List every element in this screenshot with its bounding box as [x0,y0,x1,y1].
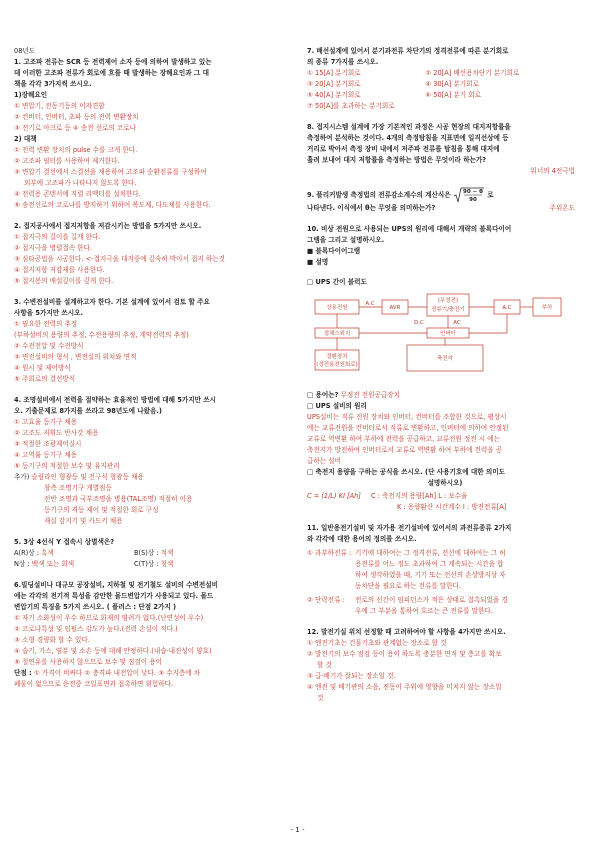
question-12 [307,627,583,704]
q11-line: 와 각각에 대한 용어의 정의를 쓰시오. [307,535,417,543]
phase-a-color: 흑색 [41,549,54,557]
ups-principle-label: □ UPS 설비의 원리 [307,402,367,410]
q1-measure: 외부에 고조파가 나타나지 않도록 한다. [24,179,137,187]
label-ac: AC [453,320,461,326]
ups-diagram-title: □ UPS 간이 블럭도 [307,278,367,286]
q6-item: ① 자기 소화성이 우수 하므로 화재의 염려가 없다.(난연성이 우수) [14,614,204,622]
q6-item: ② 코로나특성 및 임펄스 강도가 높다.(전력 손실이 적다.) [14,625,178,633]
question-11 [307,523,583,617]
question-7 [307,46,583,112]
q6-line: 6.빌딩설비나 대규모 공장설비, 지하철 및 전기철도 설비의 수변전설비 [14,581,219,589]
q6-item: ③ 소형 경량화 할 수 있다. [14,636,90,644]
q11-term-label: ② 단락전류 : [307,596,345,604]
q1-cause: ① 변압기, 전동기등의 이자견함 [14,102,105,110]
q4-extra: 슬림라인 형광등 및 전구식 형광등 채용 [31,473,144,481]
q1-measure: ① 전력 변환 장치의 pulse 수를 크게 한다. [14,146,138,154]
q5-line: 5. 3상 4선식 Y 접속시 상별색은? [14,538,115,546]
q6-line: 변압기의 특징을 5가지 쓰시오. ( 플러스 : 단점 2가지 ) [14,603,177,611]
q2-item: ③ 심타공법을 시공한다. <-접지극을 대지중에 깊숙히 박아서 접지 하는것 [14,255,226,263]
q12-line: 12. 발전기실 위치 선정할 때 고려하여야 할 사항을 4가지만 쓰시오. [307,628,506,636]
q7-item: ⑥ 50[A] 분기 회로 [425,91,482,99]
q1-cause-heading: 1)장해요인 [14,91,48,99]
q12-item: ③ 급·배기가 잘되는 장소일 것. [307,672,396,680]
left-column [14,46,290,690]
q9-answer: 주위온도 [549,204,575,212]
question-2 [14,221,290,287]
q4-extra: 전반 조명과 국부조명을 병용(TAL조명) 적절히 이용 [44,495,193,503]
phase-n-label: N상 : [14,560,30,568]
q7-item: ⑤ 40[A] 분기회로 [307,91,361,99]
battery-formula-question: □ 축전지 용량을 구하는 공식을 쓰시오. (단 사용기호에 대한 의미도 [307,468,506,476]
q10-bullet: ■ 설명 [307,258,329,266]
q7-item: ③ 20[A] 분기회로 [307,80,361,88]
q10-line: 10. 비상 전원으로 사용되는 UPS의 원리에 대해서 개략의 블록다이어 [307,225,512,233]
question-5 [14,537,290,570]
q11-term-desc: 전로의 선간이 임피던스가 적은 상태로 접촉되었을 경 [355,596,508,604]
q12-item: 할 것 [317,661,332,669]
q3-item: ② 수전전압 및 수전방식 [14,342,84,350]
label-converter: 정류기/충전기 [431,307,465,313]
q4-line: 4. 조명설비에서 전력을 절약하는 효율적인 방법에 대해 5가지만 쓰시 [14,396,217,404]
q11-term [307,548,583,592]
q11-term-desc: 동차단을 필요로 하는 전류를 말한다. [355,582,462,590]
q4-extra-label: 추가) [14,473,30,481]
q8-line: 흘려 보내어 대지 저항률을 측정하는 방법은 무엇이라 하는가? [307,156,487,164]
q10-line: 그램을 그리고 설명하시오. [307,236,385,244]
label-bypass: 절체스위치 [323,331,351,337]
battery-formula-question: 설명하시오) [427,479,463,487]
q8-line: 측정하여 분석하는 것이다. 4개의 측정탐침을 지표면에 일직선상에 등 [307,134,509,142]
q1-line: 데 이러한 고조파 전류가 회로에 흐를 때 발생하는 장해요인과 그 대 [14,69,209,77]
label-ups-top: (무정전) [437,298,459,304]
battery-formula-desc: K : 용량환산 시간계수 I : 방전전류[A] [397,503,507,511]
q8-line: 거리로 박아서 측정 장비 내에서 저주파 전류를 탐침을 통해 대지에 [307,145,500,153]
label-avr: AVR [389,305,401,311]
label-ac: A.C [502,305,512,311]
q12-item: 것 [317,694,324,702]
q4-item: ⑤ 등기구의 적절한 보수 및 유지관리 [14,462,120,470]
question-3 [14,297,290,385]
q7-item: ① 15[A] 분기회로 [307,69,361,77]
q11-term-label: ① 과부하전류 : [307,549,352,557]
q6-line: 에는 각각의 전기적 특성을 감안한 몰드변압기가 사용되고 있다. 몰드 [14,592,214,600]
q1-measure: ② 고조파 필터를 사용하여 제거한다. [14,157,120,165]
q1-measure: ③ 변압기 결선에서 스결선을 채용하여 고조파 순환전류를 구성하여 [14,168,207,176]
q1-line: 책을 각각 3가지씩 쓰시오. [14,80,92,88]
q2-item: ④ 접지저항 저감제를 사용한다. [14,266,105,274]
ups-meaning: 무정전 전원공급장치 [338,391,400,399]
q2-line: 2. 접지공사에서 접지저항을 저감시키는 방법을 5가지만 쓰시오. [14,222,202,230]
label-battery: 축전지 [437,356,453,362]
q1-line: 1. 고조파 전류는 SCR 등 전력제어 소자 등에 의하여 발생하고 있는 [14,58,212,66]
q12-item: ② 발전기의 보수 점검 등이 용이 하도록 충분한 면적 및 층고를 확보 [307,650,502,658]
q3-item: ③ 변전설비의 형식 , 변전실의 위치와 면적 [14,353,137,361]
battery-formula: C = (1/L) KI [Ah] [307,492,361,500]
q1-measure-heading: 2) 대책 [14,135,37,143]
question-6 [14,580,290,690]
q3-item: ① 필요한 전력의 추정 [14,320,78,328]
label-ac: A.C [365,301,375,307]
label-load: 부하 [541,305,553,311]
q11-term-desc: 우에 그 부분을 통하여 흐르는 큰 전류를 말한다. [355,607,493,615]
label-switchgear: 절환장치 [326,354,348,360]
q4-item: ③ 적절한 조광제어실시 [14,440,82,448]
question-8 [307,122,583,177]
q4-item: ④ 고역률 등기구 채용 [14,451,78,459]
q1-cause: ② 컨버터, 인버터, 초파 등의 전력 변환장치 [14,113,139,121]
q11-term-desc: 용전류를 어느 정도 초과하여 그 계속되는 시간을 합 [355,560,504,568]
q12-item: ④ 엔진 및 배기관의 소음, 진동이 주위에 영향을 미치지 않는 장소일 [307,683,502,691]
q4-extra: 등기구의 격등 제어 및 적절한 회로 구성 [44,506,159,514]
q9-text: 로 [487,191,494,199]
q2-item: ② 접지극을 병렬접속 한다. [14,244,92,252]
q4-item: ① 고효율 등기구 채용 [14,418,78,426]
question-4 [14,395,290,527]
q2-item: ⑤ 접지봉의 매설깊이를 깊게 한다. [14,277,114,285]
q1-measure: ④ 전력용 콘덴서에 직렬 리액터를 설치한다. [14,190,141,198]
phase-n-color: 백색 또는 회색 [31,560,75,568]
q3-item: ④ 원시 및 제어방식 [14,364,71,372]
q7-line: 7. 배선설계에 있어서 분기과전류 차단기의 정격전류에 따른 분기회로 [307,47,509,55]
question-9 [307,187,583,214]
q7-item: ② 20[A] 배선용차단기 분기회로 [425,69,520,77]
q11-term-desc: 기기에 대하여는 그 정격전류, 전선에 대하여는 그 허 [355,549,506,557]
q9-text: 9. 플리커발생 측정법의 전류감소계수의 계산식은 [307,191,451,199]
q6-weak: ① 가격이 비싸다 ② 충격파 내전압이 낮다. ③ 수지층에 차 [33,669,201,677]
phase-a-label: A(R)상 : [14,549,39,557]
q7-item: ④ 30[A] 분기회로 [425,80,479,88]
year-label: 08년도 [14,47,36,55]
phase-c-color: 청색 [160,560,174,568]
q12-item: ① 엔진기초는 건물기초와 관계없는 장소로 할 것 [307,639,447,647]
q3-item: (부하설비의 용량의 추정, 수전용량의 추정, 계약전력의 추정) [14,331,189,339]
ups-meaning-label: □ 용어는? [307,391,339,399]
q9-formula [453,187,485,203]
q3-item: ⑤ 주회로의 결선방식 [14,375,76,383]
q6-weak: 폐물이 없으므로 운전중 코일표면과 접촉하면 위험하다. [14,680,174,688]
q11-term [307,595,583,617]
label-power-source: 상용전원 [326,305,348,311]
q8-line: 8. 접지시스템 설계에 가장 기본적인 과정은 시공 현장의 대지저항률을 [307,123,511,131]
q9-numerator: 90 − θ [463,189,483,195]
label-dc: D.C [414,320,424,326]
phase-b-label: B(S)상 : [134,549,159,557]
q11-term-desc: 하여 생각하였을 때, 기기 또는 전선의 손상방지상 자 [355,571,506,579]
phase-b-color: 적색 [160,549,174,557]
q4-extra: 창측 조명기구 개별점등 [44,484,112,492]
ups-principle: 교류로 역변환 하여 부하에 전력을 공급하고, 교류전원 정전 시 에는 [307,435,500,443]
q9-text: 나타낸다. 이식에서 θ는 무엇을 의미하는가? [307,204,436,212]
label-switchgear-sub: (정전용전원회로) [316,362,358,368]
q6-weak-label: 단점 : [14,669,34,677]
ups-block-diagram [307,290,583,390]
ups-principle: UPS설비는 직류 전원 장치와 인버터, 컨버터를 조합한 것으로, 평상시 [307,413,507,421]
q10-bullet: ■ 블록다이어그램 [307,247,361,255]
phase-c-label: C(T)상 : [134,560,159,568]
battery-formula-desc: C : 축전지의 용량[Ah] L : 보수율 [370,492,468,500]
ups-principle: 축전지가 방전하여 인버터로서 교류로 역변환 하여 부하에 전력을 공 [307,446,503,454]
question-1 [14,57,290,211]
q7-line: 의 종류 7가지를 쓰시오. [307,58,379,66]
q4-item: ② 고조도 저휘도 반사갓 채용 [14,429,99,437]
q6-item: ④ 습기, 가스, 염분 및 소손 등에 대해 안정하다.(내습·내진성이 양호) [14,647,212,655]
q2-item: ① 접지극의 길이를 길게 한다. [14,233,101,241]
question-10 [307,224,583,513]
label-inverter: 인버터 [440,331,456,337]
q1-measure: ⑤ 송전선로의 코로나를 방지하기 위하여 복도체, 다도체를 사용한다. [14,201,211,209]
q4-extra: 재실 감지기 및 카드키 채용 [44,517,123,525]
q6-item: ⑤ 절연유를 사용하지 않으므로 보수 및 점검이 용이 [14,658,162,666]
q1-cause: ③ 전기로 아크로 등 ④ 송전 선로의 코로나 [14,124,137,132]
right-column [307,46,583,704]
q11-line: 11. 일반용전기설비 및 자가용 전기설비에 있어서의 과전류종류 2가지 [307,524,512,532]
q8-answer: 워너의 4전극법 [530,167,575,175]
q3-line: 사항을 5가지만 쓰시오. [14,309,84,317]
q7-item: ⑦ 50[A]를 초과하는 분기회로 [307,102,395,110]
q9-denominator: 90 [469,197,477,203]
q4-line: 오. 기출문제로 8가지를 쓰라고 98년도에 나왔음.) [14,407,162,415]
ups-principle: 급하는 설비 [307,457,341,465]
ups-principle: 에는 교류전원을 컨버터로서 직류로 변환하고, 인버터에 의하여 안정된 [307,424,509,432]
page-number: - 1 - [290,826,305,834]
q3-line: 3. 수변전설비를 설계하고자 한다. 기본 설계에 있어서 검토 할 주요 [14,298,210,306]
